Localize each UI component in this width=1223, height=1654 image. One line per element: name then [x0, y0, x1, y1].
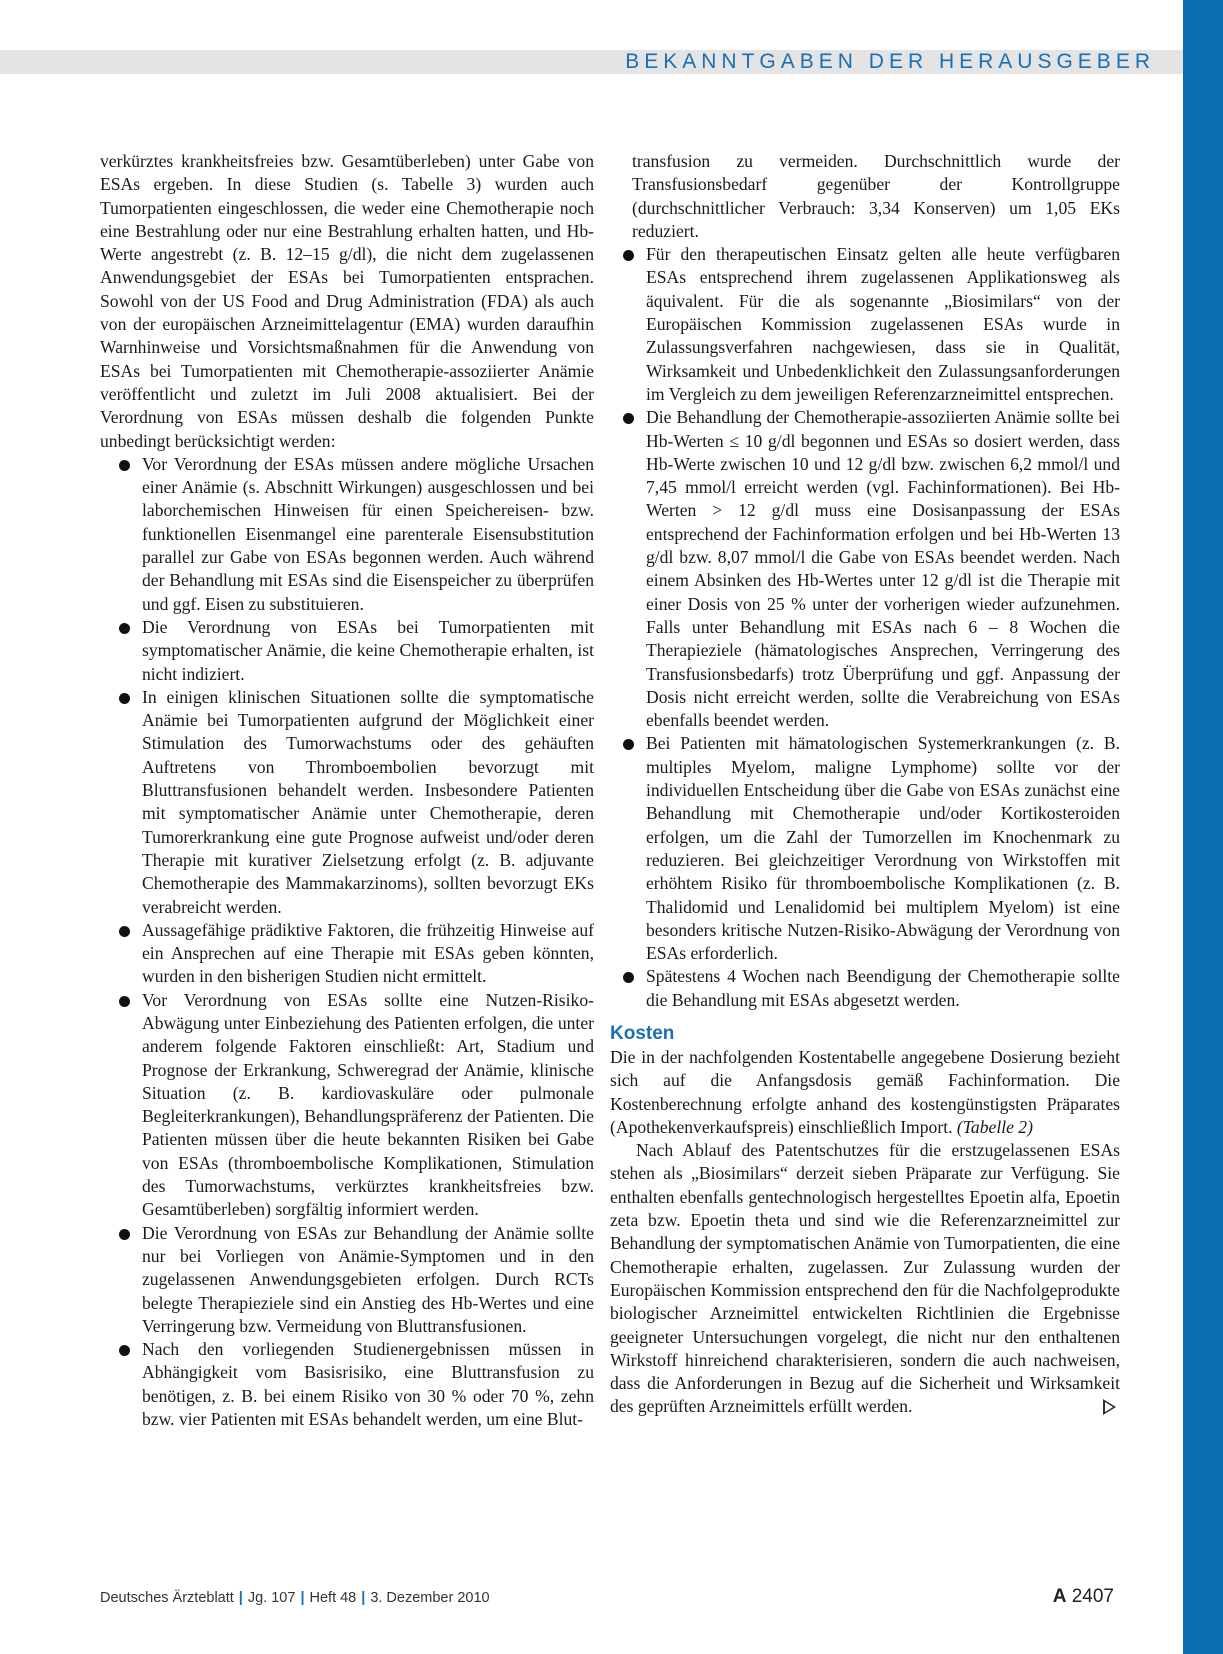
- list-item: [100, 616, 594, 686]
- bullet-icon: [119, 996, 130, 1007]
- list-item-text: Bei Patienten mit hämatologischen Systemerkrankungen (z. B. multiples Myelom, maligne Lymphome) sollte vor der individuellen Entscheidung über die Gabe von ESAs zunächst eine Behandlung mit Chemotherapie und/oder Kortikosteroiden erfolgen, um die Zahl der Tumorzellen im Knochenmark zu reduzieren. Bei gleichzeitiger Verordnung von Wirkstoffen mit erhöhtem Risiko für thromboembolische Komplikationen (z. B. Thalidomid und Lenalidomid bei multiplem Myelom) ist eine besonders kritische Nutzen-Risiko-Abwägung der Verordnung von ESAs erforderlich.: [646, 733, 1120, 964]
- list-item-text: Die Verordnung von ESAs zur Behandlung der Anämie sollte nur bei Vorliegen von Anämie-Symptomen und in den zugelassenen Anwendungsgebieten erfolgen. Durch RCTs belegte Therapieziele sind ein Anstieg des Hb-Wertes und eine Verringerung bzw. Vermeidung von Bluttransfusionen.: [142, 1222, 594, 1336]
- list-item-text: In einigen klinischen Situationen sollte die symptomatische Anämie bei Tumorpatienten aufgrund der Möglichkeit einer Stimulation des Tumorwachstums oder des gehäuften Auftretens von Thromboembolien bevorzugt mit Bluttransfusionen behandelt werden. Insbesondere Patienten mit symptomatischer Anämie unter Chemotherapie, deren Tumorerkrankung eine gute Prognose aufweist und/oder deren Therapie mit kurativer Zielsetzung erfolgt (z. B. adjuvante Chemotherapie des Mammakarzinoms), sollten bevorzugt EKs verabreicht werden.: [142, 686, 594, 917]
- side-color-bar: [1183, 0, 1223, 1654]
- kosten-paragraph-2: [610, 1139, 1120, 1419]
- bullet-icon: [119, 460, 130, 471]
- journal-date: 3. Dezember 2010: [370, 1590, 490, 1606]
- page-number: [1053, 1586, 1114, 1608]
- list-item: [100, 989, 594, 1222]
- continue-arrow-icon: [1103, 1399, 1116, 1415]
- list-item-text: Die Verordnung von ESAs bei Tumorpatienten mit symptomatischer Anämie, die keine Chemotherapie erhalten, ist nicht indiziert.: [142, 616, 594, 684]
- list-item: [604, 243, 1120, 406]
- list-item-text: Die Behandlung der Chemotherapie-assoziierten Anämie sollte bei Hb-Werten ≤ 10 g/dl begonnen und ESAs so dosiert werden, dass Hb-Werte zwischen 10 und 12 g/dl bzw. zwischen 6,2 mmol/l und 7,45 mmol/l erreicht werden (vgl. Fachinformationen). Bei Hb-Werten > 12 g/dl muss eine Dosisanpassung der ESAs entsprechend der Fachinformation erfolgen und bei Hb-Werten 13 g/dl bzw. 8,07 mmol/l die Gabe von ESAs beendet werden. Nach einem Absinken des Hb-Wertes unter 12 g/dl ist die Therapie mit einer Dosis von 25 % unter der vorherigen wieder aufzunehmen. Falls unter Behandlung mit ESAs nach 6 – 8 Wochen die Therapieziele (hämatologisches Ansprechen, Verringerung des Transfusionsbedarfs) trotz Überprüfung und ggf. Anpassung der Dosis nicht erreicht werden, sollte die Verabreichung von ESAs ebenfalls beendet werden.: [646, 407, 1120, 731]
- footer-separator: |: [300, 1590, 305, 1606]
- bullet-icon: [623, 413, 634, 424]
- section-heading-kosten: Kosten: [610, 1022, 675, 1044]
- section-title: BEKANNTGABEN DER HERAUSGEBER: [625, 50, 1155, 73]
- right-bullet-list: [604, 243, 1120, 1012]
- page-footer: [100, 1586, 1120, 1612]
- list-item: [604, 406, 1120, 732]
- bullet-icon: [119, 623, 130, 634]
- list-item: [100, 1338, 594, 1431]
- bullet-icon: [119, 693, 130, 704]
- kosten-paragraph-1-text: Die in der nachfolgenden Kostentabelle angegebene Dosierung bezieht sich auf die Anfangsdosis gemäß Fachinformation. Die Kostenberechnung erfolgte anhand des kostengünstigsten Präparates (Apothekenverkaufspreis) einschließlich Import.: [610, 1046, 1120, 1137]
- list-item: [100, 1222, 594, 1338]
- list-item-text: Vor Verordnung der ESAs müssen andere mögliche Ursachen einer Anämie (s. Abschnitt Wirkungen) ausgeschlossen und bei laborchemischen Hinweisen für einen Speichereisen- bzw. funktionellen Eisenmangel eine parenterale Eisensubstitution parallel zur Gabe von ESAs begonnen werden. Auch während der Behandlung mit ESAs sind die Eisenspeicher zu überprüfen und ggf. Eisen zu substituieren.: [142, 453, 594, 614]
- bullet-icon: [119, 1345, 130, 1356]
- footer-separator: |: [361, 1590, 366, 1606]
- left-intro-paragraph: verkürztes krankheitsfreies bzw. Gesamtüberleben) unter Gabe von ESAs ergeben. In diese Studien (s. Tabelle 3) wurden auch Tumorpatienten eingeschlossen, die weder eine Chemotherapie noch eine Bestrahlung oder nur eine Bestrahlung erhalten hatten, und Hb-Werte angestrebt (z. B. 12–15 g/dl), die nicht dem zugelassenen Anwendungsgebiet der ESAs bei Tumorpatienten entsprachen. Sowohl von der US Food and Drug Administration (FDA) als auch von der europäischen Arzneimittelagentur (EMA) wurden daraufhin Warnhinweise und Vorsichtsmaßnahmen für die Anwendung von ESAs bei Tumorpatienten mit Chemotherapie-assoziierter Anämie veröffentlicht und zuletzt im Juli 2008 aktualisiert. Bei der Verordnung von ESAs müssen deshalb die folgenden Punkte unbedingt berücksichtigt werden:: [100, 151, 594, 451]
- list-item: [100, 453, 594, 616]
- journal-name: Deutsches Ärzteblatt: [100, 1590, 234, 1606]
- left-bullet-list: [100, 453, 594, 1431]
- footer-citation: [100, 1590, 490, 1606]
- bullet-icon: [623, 250, 634, 261]
- right-continuation-paragraph: transfusion zu vermeiden. Durchschnittlich wurde der Transfusionsbedarf gegenüber der Kontrollgruppe (durchschnittlicher Verbrauch: 3,34 Konserven) um 1,05 EKs reduziert.: [632, 151, 1120, 241]
- page-number-value: 2407: [1071, 1586, 1114, 1607]
- list-item-text: Spätestens 4 Wochen nach Beendigung der Chemotherapie sollte die Behandlung mit ESAs abgesetzt werden.: [646, 966, 1120, 1010]
- bullet-icon: [119, 926, 130, 937]
- list-item: [604, 965, 1120, 1012]
- left-column: [100, 150, 594, 1431]
- bullet-icon: [623, 972, 634, 983]
- kosten-paragraph-2-text: Nach Ablauf des Patentschutzes für die erstzugelassenen ESAs stehen als „Biosimilars“ derzeit sieben Präparate zur Verfügung. Sie enthalten ebenfalls gentechnologisch hergestelltes Epoetin alfa, Epoetin zeta bzw. Epoetin theta und sind wie die Referenzarzneimittel zur Behandlung der symptomatischen Anämie von Tumorpatienten, die eine Chemotherapie erhalten, zugelassen. Zur Zulassung wurden der Europäischen Kommission entsprechend den für die Nachfolgeprodukte biologischer Arzneimittel entwickelten Richtlinien die Ergebnisse geeigneter Untersuchungen vorgelegt, die nicht nur den enthaltenen Wirkstoff hinreichend charakterisieren, sondern die auch nachweisen, dass die Anforderungen in Bezug auf die Sicherheit und Wirksamkeit des geprüften Arzneimittels erfüllt werden.: [610, 1140, 1120, 1417]
- list-item-text: Vor Verordnung von ESAs sollte eine Nutzen-Risiko-Abwägung unter Einbeziehung des Patienten erfolgen, die unter anderem folgende Faktoren einschließt: Art, Stadium und Prognose der Erkrankung, Schweregrad der Anämie, klinische Situation (z. B. kardiovaskuläre oder pulmonale Begleiterkrankungen), Behandlungspräferenz der Patienten. Die Patienten müssen über die heute bekannten Risiken bei Gabe von ESAs (thromboembolische Komplikationen, Stimulation des Tumorwachstums, verkürztes krankheitsfreies bzw. Gesamtüberleben) sorgfältig informiert werden.: [142, 989, 594, 1220]
- list-item-text: Für den therapeutischen Einsatz gelten alle heute verfügbaren ESAs entsprechend ihrem zugelassenen Applikationsweg als äquivalent. Für die als sogenannte „Biosimilars“ von der Europäischen Kommission zugelassenen ESAs wurde in Zulassungsverfahren nachgewiesen, dass sie in Qualität, Wirksamkeit und Unbedenklichkeit den Zulassungsanforderungen im Vergleich zu dem jeweiligen Referenzarzneimittel entsprechen.: [646, 244, 1120, 404]
- list-item: [604, 732, 1120, 965]
- right-column: [610, 150, 1120, 1419]
- bullet-icon: [623, 739, 634, 750]
- bullet-icon: [119, 1229, 130, 1240]
- journal-issue: Heft 48: [309, 1590, 357, 1606]
- list-item: [100, 919, 594, 989]
- list-item: [100, 686, 594, 919]
- kosten-paragraph-1: [610, 1046, 1120, 1139]
- journal-volume: Jg. 107: [247, 1590, 296, 1606]
- footer-separator: |: [238, 1590, 243, 1606]
- page-prefix: A: [1052, 1586, 1067, 1607]
- list-item-text: Nach den vorliegenden Studienergebnissen müssen in Abhängigkeit vom Basisrisiko, eine Bluttransfusion zu benötigen, z. B. bei einem Risiko von 30 % oder 70 %, zehn bzw. vier Patienten mit ESAs behandelt werden, um eine Blut-: [142, 1339, 594, 1430]
- table-reference: (Tabelle 2): [956, 1116, 1033, 1137]
- list-item-text: Aussagefähige prädiktive Faktoren, die frühzeitig Hinweise auf ein Ansprechen auf eine Therapie mit ESAs geben könnten, wurden in den bisherigen Studien nicht ermittelt.: [142, 919, 594, 987]
